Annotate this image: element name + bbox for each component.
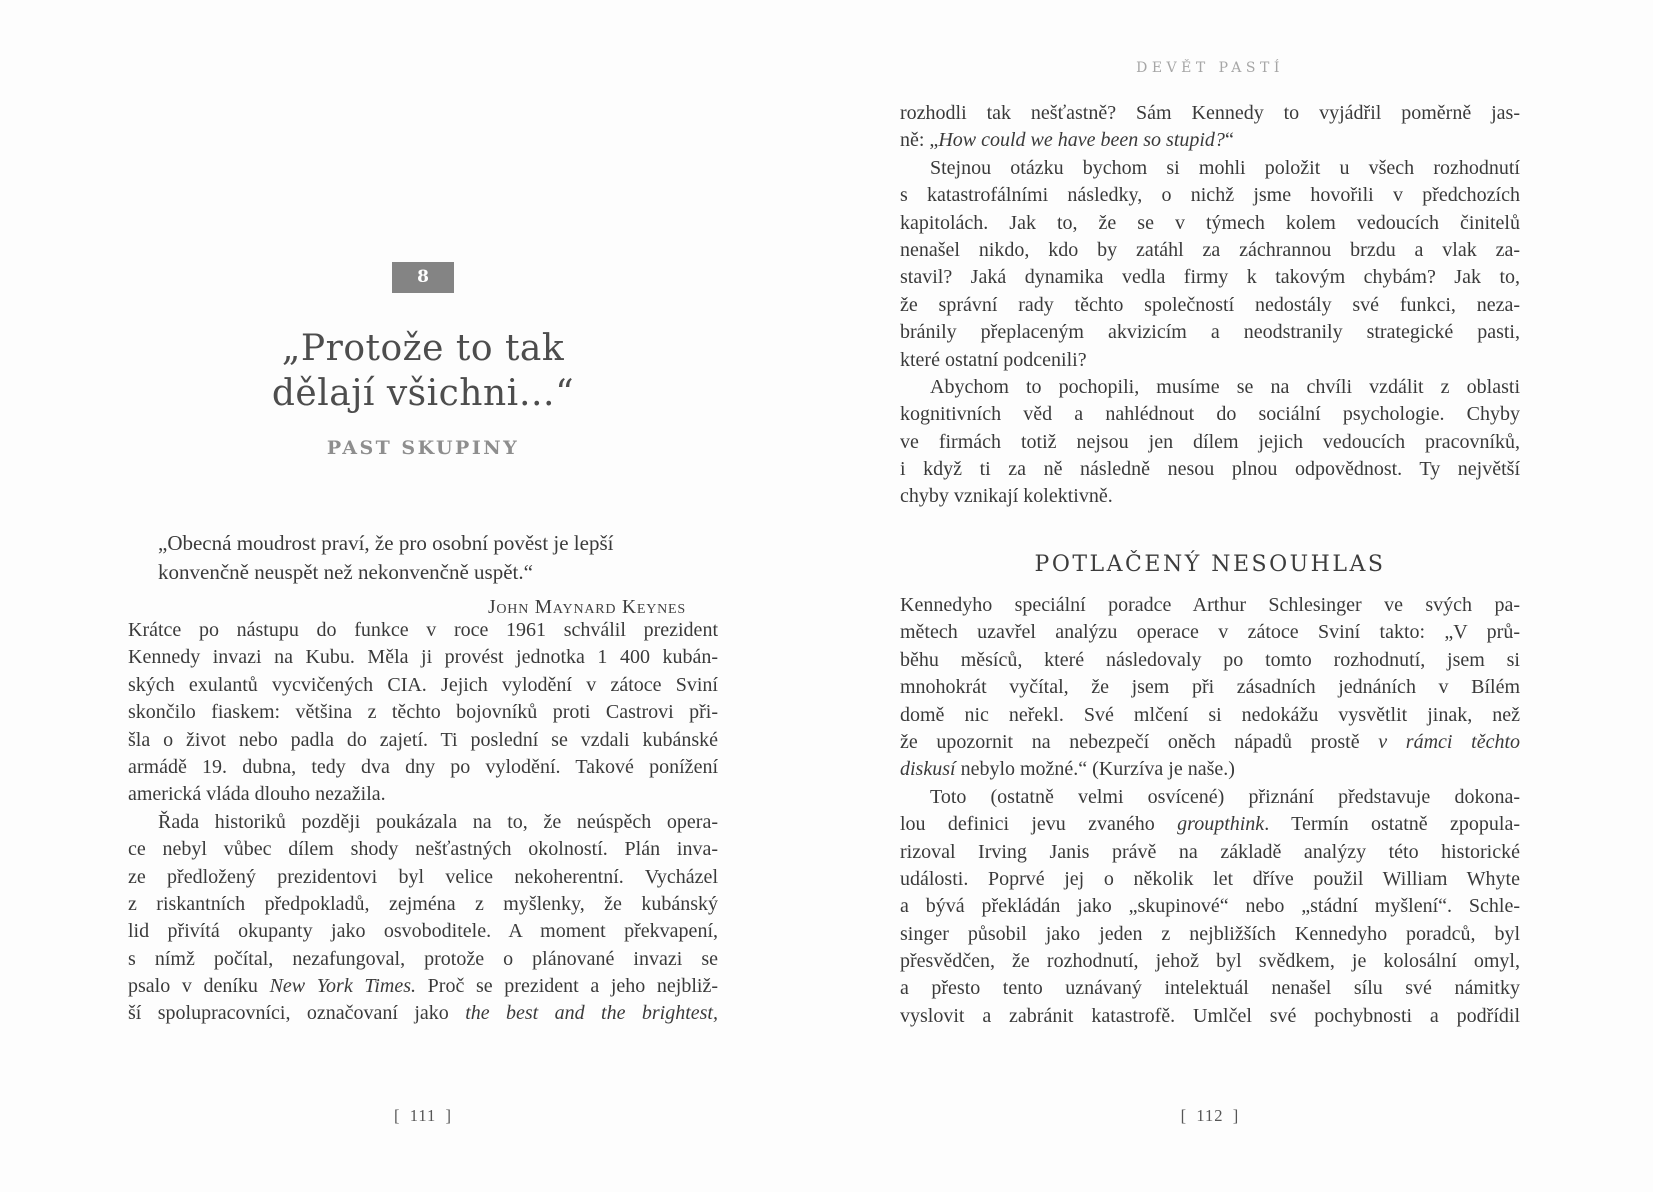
text-line: přesvědčen, že rozhodnutí, jehož byl svědkem, je kolosální omyl, — [900, 950, 1520, 973]
text-line: Krátce po nástupu do funkce v roce 1961 schválil prezident — [128, 619, 718, 641]
paragraph — [900, 100, 1520, 155]
text-line: šla o život nebo padla do zajetí. Ti poslední se vzdali kubánské — [128, 728, 718, 751]
text-line: s katastrofálními následky, o nichž jsme hovořili v předchozích — [900, 184, 1520, 207]
page-number: [ 112 ] — [1180, 1106, 1240, 1125]
text-line: že upozornit na nebezpečí oněch nápadů prostě v rámci těchto — [900, 730, 1520, 753]
text-line: z riskantních předpokladů, zejména z myšlenky, že kubánský — [128, 892, 718, 915]
text-line: i když ti za ně následně nesou plnou odpovědnost. Ty největší — [900, 458, 1520, 481]
text-line: americká vláda dlouho nezažila. — [128, 783, 386, 806]
page-number: [ 111 ] — [393, 1106, 452, 1125]
text-line: Abychom to pochopili, musíme se na chvíli vzdálit z oblasti — [930, 375, 1520, 398]
text-line: bránily přeplaceným akvizicím a neodstranily strategické pasti, — [900, 321, 1520, 344]
text-line: běhu měsíců, které následovaly po tomto rozhodnutí, jsem si — [900, 648, 1520, 671]
chapter-subtitle: PAST SKUPINY — [326, 437, 520, 459]
text-line: kapitolách. Jak to, že se v týmech kolem vedoucích činitelů — [900, 211, 1520, 234]
text-line: ší spolupracovníci, označovaní jako the best and the brightest, — [128, 1002, 718, 1025]
section-heading: POTLAČENÝ NESOUHLAS — [1034, 552, 1386, 577]
text-line: vyslovit a zabránit katastrofě. Umlčel své pochybnosti a podřídil — [900, 1004, 1520, 1027]
text-line: ve firmách totiž nejsou jen dílem jejich vedoucích pracovníků, — [900, 430, 1520, 453]
body-text — [128, 617, 718, 1028]
text-line: Stejnou otázku bychom si mohli položit u všech rozhodnutí — [930, 156, 1520, 179]
running-header: DEVĚT PASTÍ — [1136, 60, 1284, 76]
text-line: chyby vznikají kolektivně. — [900, 485, 1113, 508]
chapter-title-line: dělají všichni…“ — [271, 373, 575, 414]
text-line: lid přivítá okupanty jako osvoboditele. A moment překvapení, — [128, 920, 718, 943]
paragraph — [128, 617, 718, 809]
text-line: ze předložený prezidentovi byl velice nekoherentní. Vycházel — [128, 865, 718, 888]
epigraph-attribution: John Maynard Keynes — [487, 597, 686, 618]
text-line: ce nebyl vůbec dílem shody nešťastných okolností. Plán inva- — [128, 838, 718, 861]
chapter-title-line: „Protože to tak — [281, 328, 565, 369]
text-line: Toto (ostatně velmi osvícené) přiznání představuje dokona- — [930, 785, 1520, 808]
chapter-title — [128, 326, 718, 416]
text-line: stavil? Jaká dynamika vedla firmy k takovým chybám? Jak to, — [900, 266, 1520, 289]
text-line: že správní rady těchto společností nedostály své funkci, neza- — [900, 293, 1520, 316]
text-line: události. Poprvé jej o několik let dříve použil William Whyte — [900, 867, 1520, 890]
text-line: rozhodli tak nešťastně? Sám Kennedy to vyjádřil poměrně jas- — [900, 102, 1520, 124]
text-line: kognitivních věd a nahlédnout do sociální psychologie. Chyby — [900, 403, 1520, 426]
text-line: domě nic neřekl. Své mlčení si nedokážu vysvětlit jinak, než — [900, 703, 1520, 726]
right-page — [900, 0, 1520, 1192]
text-line: Kennedy invazi na Kubu. Měla ji provést jednotka 1 400 kubán- — [128, 646, 718, 669]
text-line: mnohokrát vyčítal, že jsem při zásadních jednáních v Bílém — [900, 676, 1520, 699]
text-line: a přesto tento uznávaný intelektuál nenašel sílu své námitky — [900, 977, 1520, 1000]
text-line: a bývá překládán jako „skupinové“ nebo „stádní myšlení“. Schle- — [900, 895, 1520, 918]
text-line: ských exulantů vycvičených CIA. Jejich vylodění v zátoce Sviní — [128, 673, 718, 696]
chapter-number-badge: 8 — [392, 262, 454, 293]
epigraph — [158, 529, 698, 586]
paragraph — [900, 784, 1520, 1031]
text-line: lou definici jevu zvaného groupthink. Termín ostatně zpopula- — [900, 813, 1520, 836]
text-line: mětech uzavřel analýzu operace v zátoce Sviní takto: „V prů- — [900, 621, 1520, 644]
text-line: armádě 19. dubna, tedy dva dny po vylodění. Takové ponížení — [128, 755, 718, 778]
body-text — [900, 100, 1520, 511]
paragraph — [900, 374, 1520, 511]
text-line: singer působil jako jeden z nejbližších Kennedyho poradců, byl — [900, 922, 1520, 945]
paragraph — [900, 592, 1520, 784]
text-line: ně: „How could we have been so stupid?“ — [900, 129, 1234, 152]
text-line: diskusí nebylo možné.“ (Kurzíva je naše.) — [900, 758, 1235, 781]
left-page — [128, 0, 718, 1192]
text-line: nenašel nikdo, kdo by zatáhl za záchrannou brzdu a vlak za- — [900, 238, 1520, 261]
paragraph — [900, 155, 1520, 374]
text-line: které ostatní podcenili? — [900, 348, 1087, 371]
text-line: Řada historiků později poukázala na to, že neúspěch opera- — [158, 810, 718, 833]
epigraph-line: konvenčně neuspět než nekonvenčně uspět.“ — [158, 559, 533, 584]
text-line: rizoval Irving Janis právě na základě analýzy této historické — [900, 840, 1520, 863]
epigraph-line: „Obecná moudrost praví, že pro osobní pověst je lepší — [158, 531, 614, 555]
text-line: s nímž počítal, nezafungoval, protože o plánované invazi se — [128, 947, 718, 970]
paragraph — [128, 809, 718, 1028]
text-line: psalo v deníku New York Times. Proč se prezident a jeho nejbliž- — [128, 975, 718, 998]
text-line: skončilo fiaskem: většina z těchto bojovníků proti Castrovi při- — [128, 701, 718, 724]
body-text — [900, 592, 1520, 1030]
text-line: Kennedyho speciální poradce Arthur Schlesinger ve svých pa- — [900, 594, 1520, 616]
